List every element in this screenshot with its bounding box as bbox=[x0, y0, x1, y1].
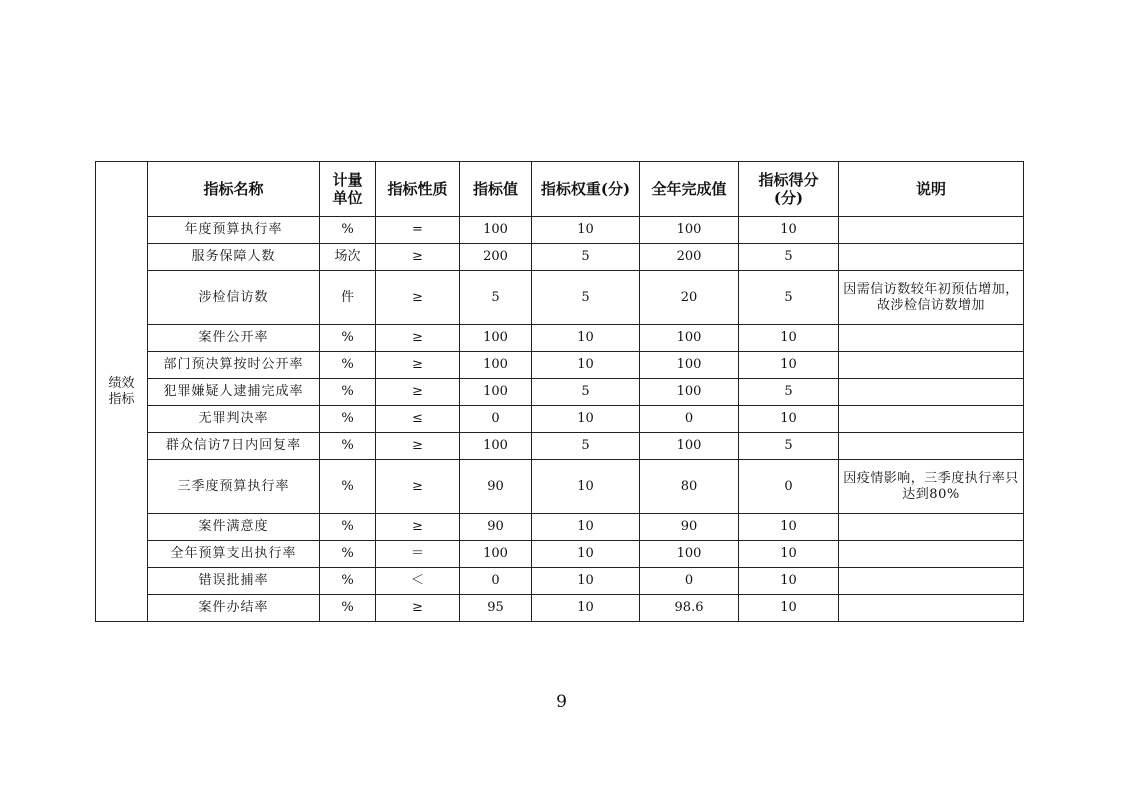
cell-unit: % bbox=[320, 568, 376, 595]
cell-weight: 10 bbox=[532, 595, 640, 622]
cell-target: 0 bbox=[460, 406, 532, 433]
cell-note: 因疫情影响，三季度执行率只达到80% bbox=[839, 460, 1024, 514]
cell-actual: 100 bbox=[640, 352, 739, 379]
cell-weight: 10 bbox=[532, 541, 640, 568]
table-row bbox=[96, 352, 1024, 379]
table-row bbox=[96, 595, 1024, 622]
table-row bbox=[96, 433, 1024, 460]
cell-unit: % bbox=[320, 433, 376, 460]
cell-unit: % bbox=[320, 595, 376, 622]
cell-name: 案件满意度 bbox=[148, 514, 320, 541]
header-score-line1: 指标得分 bbox=[758, 171, 819, 189]
cell-weight: 10 bbox=[532, 406, 640, 433]
cell-target: 100 bbox=[460, 433, 532, 460]
cell-weight: 10 bbox=[532, 352, 640, 379]
cell-unit: % bbox=[320, 541, 376, 568]
header-completion: 全年完成值 bbox=[640, 162, 739, 217]
cell-target: 100 bbox=[460, 352, 532, 379]
cell-name: 三季度预算执行率 bbox=[148, 460, 320, 514]
header-unit-line2: 单位 bbox=[332, 189, 363, 207]
cell-nature: ≥ bbox=[376, 352, 460, 379]
cell-nature: ≥ bbox=[376, 460, 460, 514]
cell-score: 10 bbox=[739, 568, 839, 595]
cell-actual: 200 bbox=[640, 244, 739, 271]
cell-nature: ＜ bbox=[376, 568, 460, 595]
header-weight: 指标权重(分) bbox=[532, 162, 640, 217]
category-label: 绩效指标 bbox=[108, 375, 135, 407]
table-row bbox=[96, 244, 1024, 271]
cell-nature: ≥ bbox=[376, 433, 460, 460]
cell-note bbox=[839, 541, 1024, 568]
header-nature: 指标性质 bbox=[376, 162, 460, 217]
cell-nature: ≥ bbox=[376, 271, 460, 325]
cell-nature: ≥ bbox=[376, 379, 460, 406]
cell-note bbox=[839, 406, 1024, 433]
cell-target: 100 bbox=[460, 379, 532, 406]
cell-score: 5 bbox=[739, 433, 839, 460]
header-score bbox=[739, 162, 839, 217]
cell-score: 10 bbox=[739, 325, 839, 352]
cell-name: 案件公开率 bbox=[148, 325, 320, 352]
cell-score: 5 bbox=[739, 271, 839, 325]
cell-weight: 10 bbox=[532, 568, 640, 595]
cell-name: 错误批捕率 bbox=[148, 568, 320, 595]
cell-name: 案件办结率 bbox=[148, 595, 320, 622]
table-row bbox=[96, 325, 1024, 352]
cell-note bbox=[839, 595, 1024, 622]
header-note: 说明 bbox=[839, 162, 1024, 217]
cell-unit: % bbox=[320, 406, 376, 433]
cell-unit: 场次 bbox=[320, 244, 376, 271]
cell-score: 10 bbox=[739, 595, 839, 622]
cell-actual: 90 bbox=[640, 514, 739, 541]
cell-target: 0 bbox=[460, 568, 532, 595]
cell-name: 服务保障人数 bbox=[148, 244, 320, 271]
cell-unit: % bbox=[320, 217, 376, 244]
cell-note bbox=[839, 325, 1024, 352]
performance-indicator-table bbox=[95, 161, 1024, 622]
cell-actual: 100 bbox=[640, 433, 739, 460]
cell-nature: ≤ bbox=[376, 406, 460, 433]
cell-weight: 5 bbox=[532, 433, 640, 460]
cell-actual: 100 bbox=[640, 325, 739, 352]
cell-target: 90 bbox=[460, 460, 532, 514]
cell-unit: 件 bbox=[320, 271, 376, 325]
table-row bbox=[96, 271, 1024, 325]
cell-note bbox=[839, 514, 1024, 541]
table-row bbox=[96, 379, 1024, 406]
header-unit bbox=[320, 162, 376, 217]
table-row bbox=[96, 406, 1024, 433]
cell-actual: 20 bbox=[640, 271, 739, 325]
cell-nature: ≥ bbox=[376, 595, 460, 622]
cell-nature: = bbox=[376, 217, 460, 244]
cell-target: 5 bbox=[460, 271, 532, 325]
cell-unit: % bbox=[320, 352, 376, 379]
cell-unit: % bbox=[320, 460, 376, 514]
cell-note bbox=[839, 352, 1024, 379]
cell-actual: 100 bbox=[640, 379, 739, 406]
cell-actual: 100 bbox=[640, 541, 739, 568]
cell-name: 年度预算执行率 bbox=[148, 217, 320, 244]
cell-score: 10 bbox=[739, 514, 839, 541]
header-score-line2: (分) bbox=[773, 189, 804, 207]
cell-name: 全年预算支出执行率 bbox=[148, 541, 320, 568]
cell-score: 10 bbox=[739, 406, 839, 433]
cell-score: 10 bbox=[739, 541, 839, 568]
cell-note bbox=[839, 379, 1024, 406]
header-row bbox=[96, 162, 1024, 217]
table-row bbox=[96, 541, 1024, 568]
cell-weight: 5 bbox=[532, 271, 640, 325]
cell-note: 因需信访数较年初预估增加，故涉检信访数增加 bbox=[839, 271, 1024, 325]
cell-score: 10 bbox=[739, 352, 839, 379]
cell-actual: 80 bbox=[640, 460, 739, 514]
cell-score: 5 bbox=[739, 244, 839, 271]
cell-actual: 0 bbox=[640, 568, 739, 595]
cell-name: 部门预决算按时公开率 bbox=[148, 352, 320, 379]
cell-actual: 0 bbox=[640, 406, 739, 433]
cell-target: 200 bbox=[460, 244, 532, 271]
cell-weight: 10 bbox=[532, 325, 640, 352]
cell-name: 群众信访7日内回复率 bbox=[148, 433, 320, 460]
table-row bbox=[96, 217, 1024, 244]
cell-actual: 100 bbox=[640, 217, 739, 244]
cell-note bbox=[839, 217, 1024, 244]
cell-note bbox=[839, 568, 1024, 595]
cell-weight: 10 bbox=[532, 460, 640, 514]
header-unit-line1: 计量 bbox=[332, 171, 363, 189]
cell-name: 涉检信访数 bbox=[148, 271, 320, 325]
header-value: 指标值 bbox=[460, 162, 532, 217]
table-row bbox=[96, 568, 1024, 595]
cell-target: 95 bbox=[460, 595, 532, 622]
cell-nature: ＝ bbox=[376, 541, 460, 568]
cell-unit: % bbox=[320, 325, 376, 352]
cell-name: 无罪判决率 bbox=[148, 406, 320, 433]
header-name: 指标名称 bbox=[148, 162, 320, 217]
table-row bbox=[96, 514, 1024, 541]
cell-weight: 10 bbox=[532, 217, 640, 244]
cell-nature: ≥ bbox=[376, 514, 460, 541]
table-row bbox=[96, 460, 1024, 514]
cell-actual: 98.6 bbox=[640, 595, 739, 622]
cell-note bbox=[839, 433, 1024, 460]
cell-unit: % bbox=[320, 514, 376, 541]
cell-score: 5 bbox=[739, 379, 839, 406]
cell-note bbox=[839, 244, 1024, 271]
cell-nature: ≥ bbox=[376, 325, 460, 352]
cell-target: 100 bbox=[460, 217, 532, 244]
cell-score: 10 bbox=[739, 217, 839, 244]
cell-target: 90 bbox=[460, 514, 532, 541]
cell-unit: % bbox=[320, 379, 376, 406]
cell-name: 犯罪嫌疑人逮捕完成率 bbox=[148, 379, 320, 406]
cell-weight: 5 bbox=[532, 379, 640, 406]
cell-score: 0 bbox=[739, 460, 839, 514]
category-cell bbox=[96, 162, 148, 622]
page-number: 9 bbox=[556, 692, 567, 712]
cell-nature: ≥ bbox=[376, 244, 460, 271]
cell-weight: 10 bbox=[532, 514, 640, 541]
cell-weight: 5 bbox=[532, 244, 640, 271]
cell-target: 100 bbox=[460, 325, 532, 352]
cell-target: 100 bbox=[460, 541, 532, 568]
